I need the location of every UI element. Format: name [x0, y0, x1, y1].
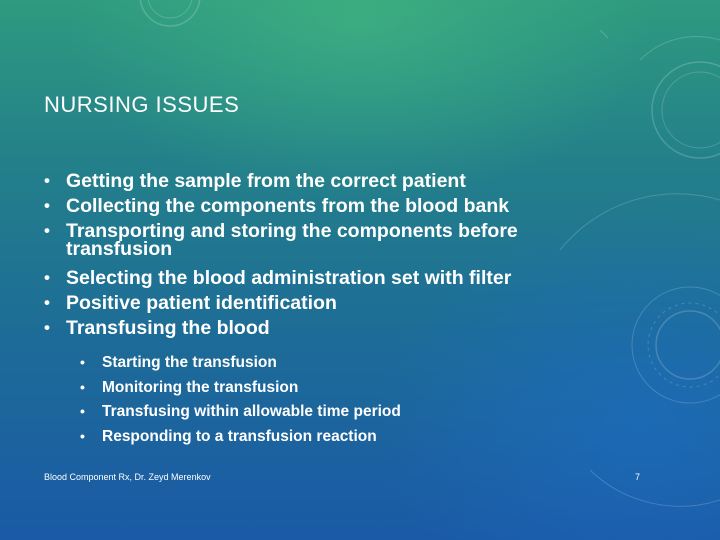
bullet-list	[44, 172, 564, 344]
bullet-item	[44, 319, 564, 337]
slide-footer: Blood Component Rx, Dr. Zeyd Merenkov	[44, 472, 211, 482]
sub-bullet-item	[80, 379, 401, 404]
sub-bullet-item	[80, 428, 401, 453]
sub-bullet-dot: •	[80, 427, 85, 444]
page-number: 7	[635, 472, 641, 482]
bullet-item	[44, 294, 564, 312]
sub-bullet-text: Transfusing within allowable time period	[102, 403, 401, 420]
sub-bullet-text: Starting the transfusion	[102, 354, 277, 371]
bullet-item	[44, 222, 564, 258]
sub-bullet-dot: •	[80, 378, 85, 395]
sub-bullet-dot: •	[80, 403, 85, 419]
bullet-dot: •	[44, 293, 50, 312]
sub-bullet-text: Monitoring the transfusion	[102, 378, 299, 396]
bullet-text: Collecting the components from the blood bank	[66, 195, 510, 217]
bullet-text: Positive patient identification	[66, 292, 337, 314]
bullet-text: Selecting the blood administration set with filter	[66, 267, 512, 289]
slide-title: NURSING ISSUES	[44, 92, 240, 117]
bullet-item	[44, 172, 564, 190]
bullet-dot: •	[44, 196, 50, 215]
sub-bullet-item	[80, 354, 401, 379]
sub-bullet-list	[80, 354, 401, 452]
bullet-text: Transporting and storing the components before transfusion	[66, 220, 518, 260]
bullet-item	[44, 197, 564, 215]
bullet-text: Getting the sample from the correct patient	[66, 170, 466, 192]
sub-bullet-dot: •	[80, 354, 85, 370]
sub-bullet-item	[80, 403, 401, 428]
bullet-text: Transfusing the blood	[66, 317, 270, 339]
bullet-item	[44, 269, 564, 287]
bullet-dot: •	[44, 221, 50, 240]
bullet-dot: •	[44, 268, 50, 287]
bullet-dot: •	[44, 171, 50, 190]
bullet-dot: •	[44, 318, 50, 337]
sub-bullet-text: Responding to a transfusion reaction	[102, 427, 377, 445]
